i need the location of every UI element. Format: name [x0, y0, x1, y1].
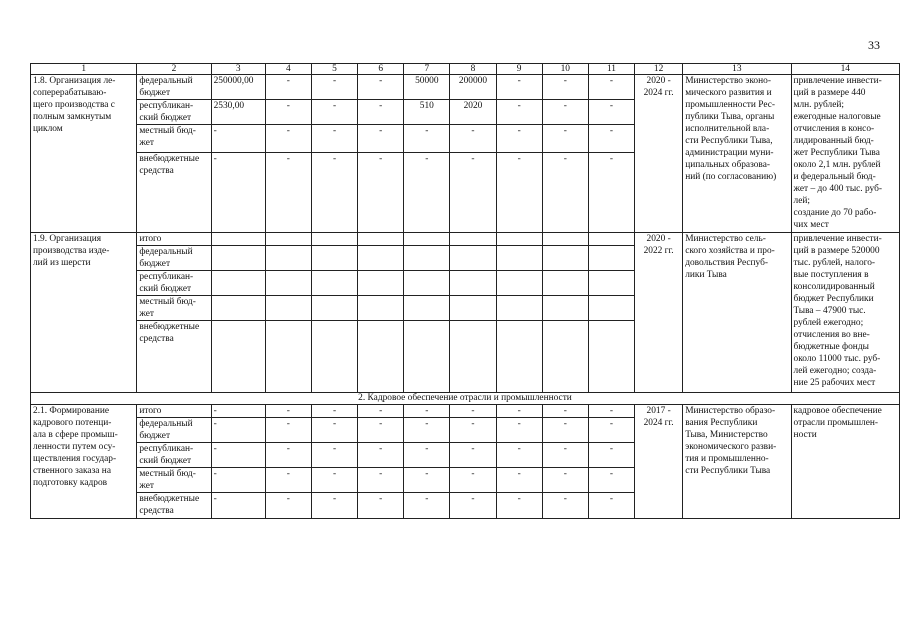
funding-source: местный бюд- жет [137, 296, 211, 321]
amount-col-5: - [311, 100, 357, 125]
amount-col-4 [265, 271, 311, 296]
amount-col-11: - [588, 493, 634, 519]
amount-col-8: - [450, 493, 496, 519]
amount-col-4: - [265, 443, 311, 468]
amount-col-9: - [496, 405, 542, 418]
amount-col-9: - [496, 418, 542, 443]
amount-col-9 [496, 246, 542, 271]
amount-col-4: - [265, 418, 311, 443]
column-header-13: 13 [683, 64, 791, 75]
amount-col-5: - [311, 493, 357, 519]
amount-col-6: - [358, 153, 404, 233]
executor: Министерство сель- ского хозяйства и про- довольствия Респуб- лики Тыва [683, 233, 791, 393]
amount-col-7: - [404, 405, 450, 418]
amount-col-9 [496, 321, 542, 393]
amount-col-6: - [358, 493, 404, 519]
amount-col-4: - [265, 468, 311, 493]
amount-col-10: - [542, 493, 588, 519]
amount-col-8: - [450, 405, 496, 418]
column-header-14: 14 [791, 64, 899, 75]
amount-col-10: - [542, 468, 588, 493]
funding-source: местный бюд- жет [137, 125, 211, 153]
amount-col-4: - [265, 493, 311, 519]
amount-col-8: 2020 [450, 100, 496, 125]
amount-col-5 [311, 296, 357, 321]
amount-col-8 [450, 246, 496, 271]
measure-1-8-row [31, 75, 900, 100]
amount-col-7: - [404, 125, 450, 153]
amount-col-4: - [265, 125, 311, 153]
amount-col-10: - [542, 405, 588, 418]
column-header-11: 11 [588, 64, 634, 75]
amount-col-8: - [450, 125, 496, 153]
column-header-7: 7 [404, 64, 450, 75]
section-row [31, 393, 900, 405]
program-measures-table [30, 63, 900, 519]
amount-col-10 [542, 321, 588, 393]
amount-col-8: - [450, 443, 496, 468]
amount-col-9: - [496, 493, 542, 519]
amount-col-11 [588, 246, 634, 271]
expected-result: привлечение инвести- ций в размере 520000 тыс. рублей, налого- вые поступления в консолидированный бюджет Республики Тыва – 47900 тыс. рублей ежегодно; отчисления во вне- бюджетные фонды около 11000 тыс. руб- лей ежегодно; созда- ние 25 рабочих мест [791, 233, 899, 393]
funding-source: республикан- ский бюджет [137, 443, 211, 468]
amount-col-3: - [211, 125, 265, 153]
amount-col-6: - [358, 125, 404, 153]
funding-source: федеральный бюджет [137, 75, 211, 100]
column-header-3: 3 [211, 64, 265, 75]
amount-col-5: - [311, 443, 357, 468]
amount-col-10: - [542, 418, 588, 443]
amount-col-5 [311, 321, 357, 393]
amount-col-7: - [404, 443, 450, 468]
amount-col-7: 50000 [404, 75, 450, 100]
amount-col-5: - [311, 75, 357, 100]
amount-col-6: - [358, 468, 404, 493]
section-title: 2. Кадровое обеспечение отрасли и промышленности [31, 393, 900, 405]
amount-col-9 [496, 271, 542, 296]
amount-col-7 [404, 271, 450, 296]
period: 2020 - 2024 гг. [635, 75, 683, 233]
amount-col-7 [404, 233, 450, 246]
funding-source: республикан- ский бюджет [137, 271, 211, 296]
amount-col-11: - [588, 468, 634, 493]
amount-col-8: 200000 [450, 75, 496, 100]
amount-col-9: - [496, 125, 542, 153]
amount-col-8: - [450, 153, 496, 233]
amount-col-9: - [496, 100, 542, 125]
amount-col-7: - [404, 468, 450, 493]
amount-col-3: 250000,00 [211, 75, 265, 100]
amount-col-8: - [450, 468, 496, 493]
column-header-4: 4 [265, 64, 311, 75]
amount-col-7 [404, 321, 450, 393]
amount-col-3: 2530,00 [211, 100, 265, 125]
amount-col-3 [211, 246, 265, 271]
column-header-5: 5 [311, 64, 357, 75]
amount-col-10 [542, 296, 588, 321]
amount-col-6: - [358, 75, 404, 100]
amount-col-11: - [588, 443, 634, 468]
amount-col-11: - [588, 100, 634, 125]
funding-source: итого [137, 233, 211, 246]
column-header-9: 9 [496, 64, 542, 75]
column-header-6: 6 [358, 64, 404, 75]
amount-col-11 [588, 321, 634, 393]
amount-col-6 [358, 296, 404, 321]
amount-col-8 [450, 233, 496, 246]
amount-col-6 [358, 246, 404, 271]
amount-col-6 [358, 233, 404, 246]
measure-2-1-row [31, 405, 900, 418]
amount-col-10 [542, 233, 588, 246]
amount-col-10: - [542, 125, 588, 153]
amount-col-3: - [211, 418, 265, 443]
expected-result: кадровое обеспечение отрасли промышлен- ности [791, 405, 899, 519]
measure-1-9-row [31, 233, 900, 246]
amount-col-4: - [265, 153, 311, 233]
funding-source: внебюджетные средства [137, 153, 211, 233]
amount-col-9: - [496, 153, 542, 233]
amount-col-3: - [211, 493, 265, 519]
amount-col-11: - [588, 125, 634, 153]
amount-col-6: - [358, 443, 404, 468]
amount-col-5 [311, 233, 357, 246]
amount-col-9 [496, 296, 542, 321]
amount-col-6: - [358, 418, 404, 443]
amount-col-8: - [450, 418, 496, 443]
funding-source: внебюджетные средства [137, 321, 211, 393]
amount-col-4: - [265, 100, 311, 125]
amount-col-4: - [265, 405, 311, 418]
period: 2020 - 2022 гг. [635, 233, 683, 393]
amount-col-5 [311, 271, 357, 296]
amount-col-8 [450, 296, 496, 321]
amount-col-11: - [588, 153, 634, 233]
amount-col-4: - [265, 75, 311, 100]
amount-col-5: - [311, 418, 357, 443]
amount-col-7: - [404, 493, 450, 519]
amount-col-3: - [211, 153, 265, 233]
amount-col-11: - [588, 405, 634, 418]
amount-col-5: - [311, 125, 357, 153]
amount-col-3 [211, 271, 265, 296]
amount-col-8 [450, 271, 496, 296]
amount-col-10: - [542, 75, 588, 100]
amount-col-3: - [211, 405, 265, 418]
amount-col-7: - [404, 153, 450, 233]
column-header-10: 10 [542, 64, 588, 75]
amount-col-6: - [358, 100, 404, 125]
amount-col-3 [211, 233, 265, 246]
amount-col-3 [211, 321, 265, 393]
measure-name: 2.1. Формирование кадрового потенци- ала в сфере промыш- ленности путем осу- ществления государ- ственного заказа на подготовку кадров [31, 405, 137, 519]
amount-col-9 [496, 233, 542, 246]
amount-col-11 [588, 296, 634, 321]
amount-col-3: - [211, 443, 265, 468]
column-header-8: 8 [450, 64, 496, 75]
executor: Министерство эконо- мического развития и промышленности Рес- публики Тыва, органы исполнительной вла- сти Республики Тыва, администрации муни- ципальных образова- ний (по согласованию) [683, 75, 791, 233]
amount-col-7 [404, 246, 450, 271]
amount-col-4 [265, 233, 311, 246]
amount-col-10: - [542, 100, 588, 125]
amount-col-9: - [496, 443, 542, 468]
amount-col-6 [358, 321, 404, 393]
amount-col-11: - [588, 75, 634, 100]
amount-col-3: - [211, 468, 265, 493]
measure-name: 1.9. Организация производства изде- лий из шерсти [31, 233, 137, 393]
column-header-2: 2 [137, 64, 211, 75]
amount-col-4 [265, 321, 311, 393]
amount-col-5: - [311, 153, 357, 233]
amount-col-9: - [496, 468, 542, 493]
expected-result: привлечение инвести- ций в размере 440 млн. рублей; ежегодные налоговые отчисления в консо- лидированный бюд- жет Республики Тыва около 2,1 млн. рублей и федеральный бюд- жет – до 400 тыс. руб- лей; создание до 70 рабо- чих мест [791, 75, 899, 233]
funding-source: республикан- ский бюджет [137, 100, 211, 125]
amount-col-6 [358, 271, 404, 296]
amount-col-4 [265, 296, 311, 321]
amount-col-5: - [311, 468, 357, 493]
amount-col-11: - [588, 418, 634, 443]
column-header-1: 1 [31, 64, 137, 75]
funding-source: итого [137, 405, 211, 418]
amount-col-5: - [311, 405, 357, 418]
funding-source: федеральный бюджет [137, 246, 211, 271]
amount-col-6: - [358, 405, 404, 418]
period: 2017 - 2024 гг. [635, 405, 683, 519]
amount-col-7: 510 [404, 100, 450, 125]
amount-col-10: - [542, 443, 588, 468]
amount-col-10: - [542, 153, 588, 233]
column-header-12: 12 [635, 64, 683, 75]
amount-col-8 [450, 321, 496, 393]
measure-name: 1.8. Организация ле- соперерабатываю- щего производства с полным замкнутым циклом [31, 75, 137, 233]
amount-col-10 [542, 271, 588, 296]
amount-col-7: - [404, 418, 450, 443]
amount-col-9: - [496, 75, 542, 100]
amount-col-7 [404, 296, 450, 321]
header-row [31, 64, 900, 75]
amount-col-4 [265, 246, 311, 271]
amount-col-11 [588, 271, 634, 296]
amount-col-3 [211, 296, 265, 321]
amount-col-11 [588, 233, 634, 246]
funding-source: федеральный бюджет [137, 418, 211, 443]
amount-col-10 [542, 246, 588, 271]
amount-col-5 [311, 246, 357, 271]
page-number: 33 [868, 38, 880, 52]
funding-source: внебюджетные средства [137, 493, 211, 519]
funding-source: местный бюд- жет [137, 468, 211, 493]
executor: Министерство образо- вания Республики Тыва, Министерство экономического разви- тия и промышленно- сти Республики Тыва [683, 405, 791, 519]
